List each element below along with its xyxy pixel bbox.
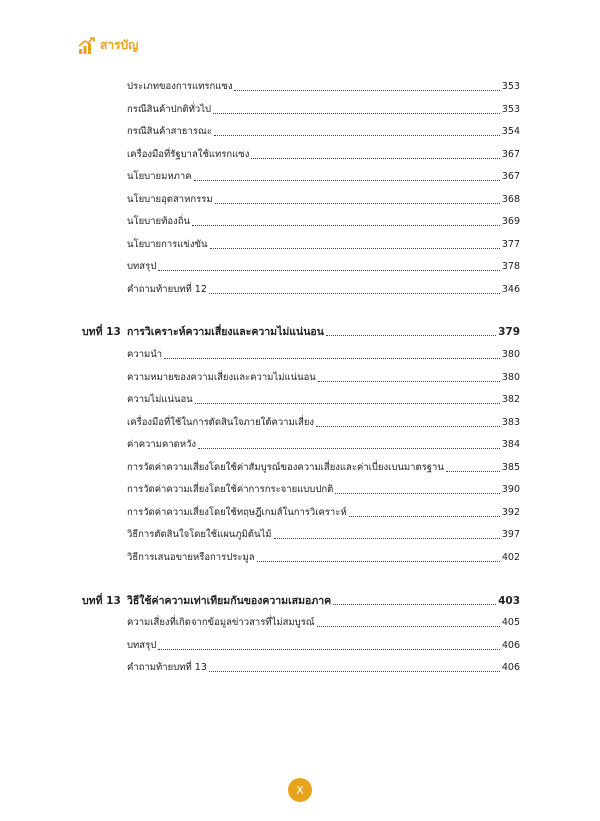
toc-entry-label: นโยบายมหภาค: [127, 171, 192, 182]
toc-entry-page: 382: [501, 394, 520, 405]
toc-entry-label: นโยบายอุตสาหกรรม: [127, 194, 213, 205]
toc-entry-label: บทสรุป: [127, 261, 157, 272]
dot-leader: [257, 561, 500, 562]
chart-growth-icon: [78, 37, 96, 55]
toc-entry[interactable]: [127, 260, 520, 274]
toc-entry-page: 380: [501, 372, 520, 383]
page-title: สารบัญ: [100, 38, 139, 52]
toc-entry-label: บทสรุป: [127, 640, 157, 651]
dot-leader: [335, 493, 500, 494]
toc-entry[interactable]: [127, 348, 520, 362]
toc-entry[interactable]: [127, 103, 520, 117]
toc-entry[interactable]: [127, 170, 520, 184]
toc-entry-page: 405: [501, 617, 520, 628]
toc-entry[interactable]: [127, 148, 520, 162]
dot-leader: [274, 538, 500, 539]
chapter-page: 403: [498, 595, 520, 607]
dot-leader: [317, 626, 500, 627]
dot-leader: [192, 225, 500, 226]
toc-entry[interactable]: [127, 416, 520, 430]
dot-leader: [326, 335, 496, 336]
chapter-title: วิธีใช้ค่าความเท่าเทียมกันของความเสมอภาค: [127, 595, 332, 607]
toc-entry-page: 369: [501, 216, 520, 227]
toc-entry-page: 354: [501, 126, 520, 137]
toc-chapter[interactable]: [82, 325, 520, 339]
toc-entry-label: การวัดค่าความเสี่ยงโดยใช้ทฤษฎีเกมส์ในการวิเคราะห์: [127, 507, 347, 518]
toc-entry-label: วิธีการเสนอขายหรือการประมูล: [127, 552, 255, 563]
chapter-number: บทที่ 13: [82, 595, 121, 607]
dot-leader: [158, 270, 500, 271]
toc-entry-label: ความนำ: [127, 349, 163, 360]
toc-entry[interactable]: [127, 551, 520, 565]
dot-leader: [209, 671, 500, 672]
toc-entry[interactable]: [127, 393, 520, 407]
toc-entry-page: 346: [501, 284, 520, 295]
page-number-badge: X: [288, 778, 312, 802]
dot-leader: [214, 135, 500, 136]
toc-entry-page: 406: [501, 640, 520, 651]
toc-entry-page: 380: [501, 349, 520, 360]
dot-leader: [158, 649, 500, 650]
toc-entry-page: 377: [501, 239, 520, 250]
toc-entry-page: 402: [501, 552, 520, 563]
toc-entry-label: การวัดค่าความเสี่ยงโดยใช้ค่าสัมบูรณ์ของความเสี่ยงและค่าเบี่ยงเบนมาตรฐาน: [127, 462, 444, 473]
toc-entry[interactable]: [127, 80, 520, 94]
toc-entry-page: 385: [501, 462, 520, 473]
toc-chapter[interactable]: [82, 594, 520, 608]
toc-entry-page: 367: [501, 149, 520, 160]
toc-entry-label: วิธีการตัดสินใจโดยใช้แผนภูมิต้นไม้: [127, 529, 272, 540]
toc-entry-label: ความไม่แน่นอน: [127, 394, 193, 405]
toc-entry-page: 378: [501, 261, 520, 272]
toc-entry-label: คำถามท้ายบทที่ 12: [127, 284, 207, 295]
dot-leader: [210, 248, 500, 249]
toc-entry-page: 383: [501, 417, 520, 428]
dot-leader: [316, 426, 500, 427]
toc-entry-label: นโยบายท้องถิ่น: [127, 216, 190, 227]
dot-leader: [333, 604, 496, 605]
dot-leader: [213, 113, 500, 114]
toc-entry-page: 353: [501, 104, 520, 115]
toc-entry-label: คำถามท้ายบทที่ 13: [127, 662, 207, 673]
toc-entry[interactable]: [127, 238, 520, 252]
toc-entry-label: ประเภทของการแทรกแซง: [127, 81, 233, 92]
toc-entry[interactable]: [127, 371, 520, 385]
dot-leader: [349, 516, 500, 517]
chapter-title: การวิเคราะห์ความเสี่ยงและความไม่แน่นอน: [127, 326, 324, 338]
toc-entry-label: นโยบายการแข่งขัน: [127, 239, 208, 250]
toc-entry-page: 368: [501, 194, 520, 205]
toc-entry-label: กรณีสินค้าปกติทั่วไป: [127, 104, 212, 115]
toc-entry[interactable]: [127, 438, 520, 452]
toc-entry[interactable]: [127, 483, 520, 497]
dot-leader: [234, 90, 499, 91]
toc-entry[interactable]: [127, 125, 520, 139]
dot-leader: [194, 180, 500, 181]
dot-leader: [209, 293, 500, 294]
toc-entry-page: 367: [501, 171, 520, 182]
dot-leader: [198, 448, 500, 449]
toc-entry-page: 384: [501, 439, 520, 450]
toc-entry-page: 353: [501, 81, 520, 92]
toc-entry[interactable]: [127, 528, 520, 542]
toc-entry[interactable]: [127, 506, 520, 520]
dot-leader: [251, 158, 500, 159]
toc-entry-label: เครื่องมือที่ใช้ในการตัดสินใจภายใต้ความเสี่ยง: [127, 417, 315, 428]
toc-entry[interactable]: [127, 639, 520, 653]
toc-entry[interactable]: [127, 461, 520, 475]
dot-leader: [164, 358, 500, 359]
chapter-page: 379: [498, 326, 520, 338]
dot-leader: [195, 403, 500, 404]
dot-leader: [318, 381, 500, 382]
toc-entry-page: 406: [501, 662, 520, 673]
toc-entry[interactable]: [127, 283, 520, 297]
toc-entry-label: การวัดค่าความเสี่ยงโดยใช้ค่าการกระจายแบบปกติ: [127, 484, 334, 495]
toc-entry[interactable]: [127, 215, 520, 229]
dot-leader: [446, 471, 500, 472]
chapter-number: บทที่ 13: [82, 326, 121, 338]
toc-entry-page: 397: [501, 529, 520, 540]
toc-entry-page: 390: [501, 484, 520, 495]
toc-entry-label: ความหมายของความเสี่ยงและความไม่แน่นอน: [127, 372, 316, 383]
toc-entry[interactable]: [127, 661, 520, 675]
toc-entry-label: ความเสี่ยงที่เกิดจากข้อมูลข่าวสารที่ไม่สมบูรณ์: [127, 617, 315, 628]
toc-entry-label: ค่าความคาดหวัง: [127, 439, 197, 450]
toc-entry[interactable]: [127, 616, 520, 630]
toc-entry-label: กรณีสินค้าสาธารณะ: [127, 126, 212, 137]
toc-entry[interactable]: [127, 193, 520, 207]
dot-leader: [215, 203, 500, 204]
toc-entry-label: เครื่องมือที่รัฐบาลใช้แทรกแซง: [127, 149, 250, 160]
toc-header: [78, 36, 138, 55]
toc-entry-page: 392: [501, 507, 520, 518]
